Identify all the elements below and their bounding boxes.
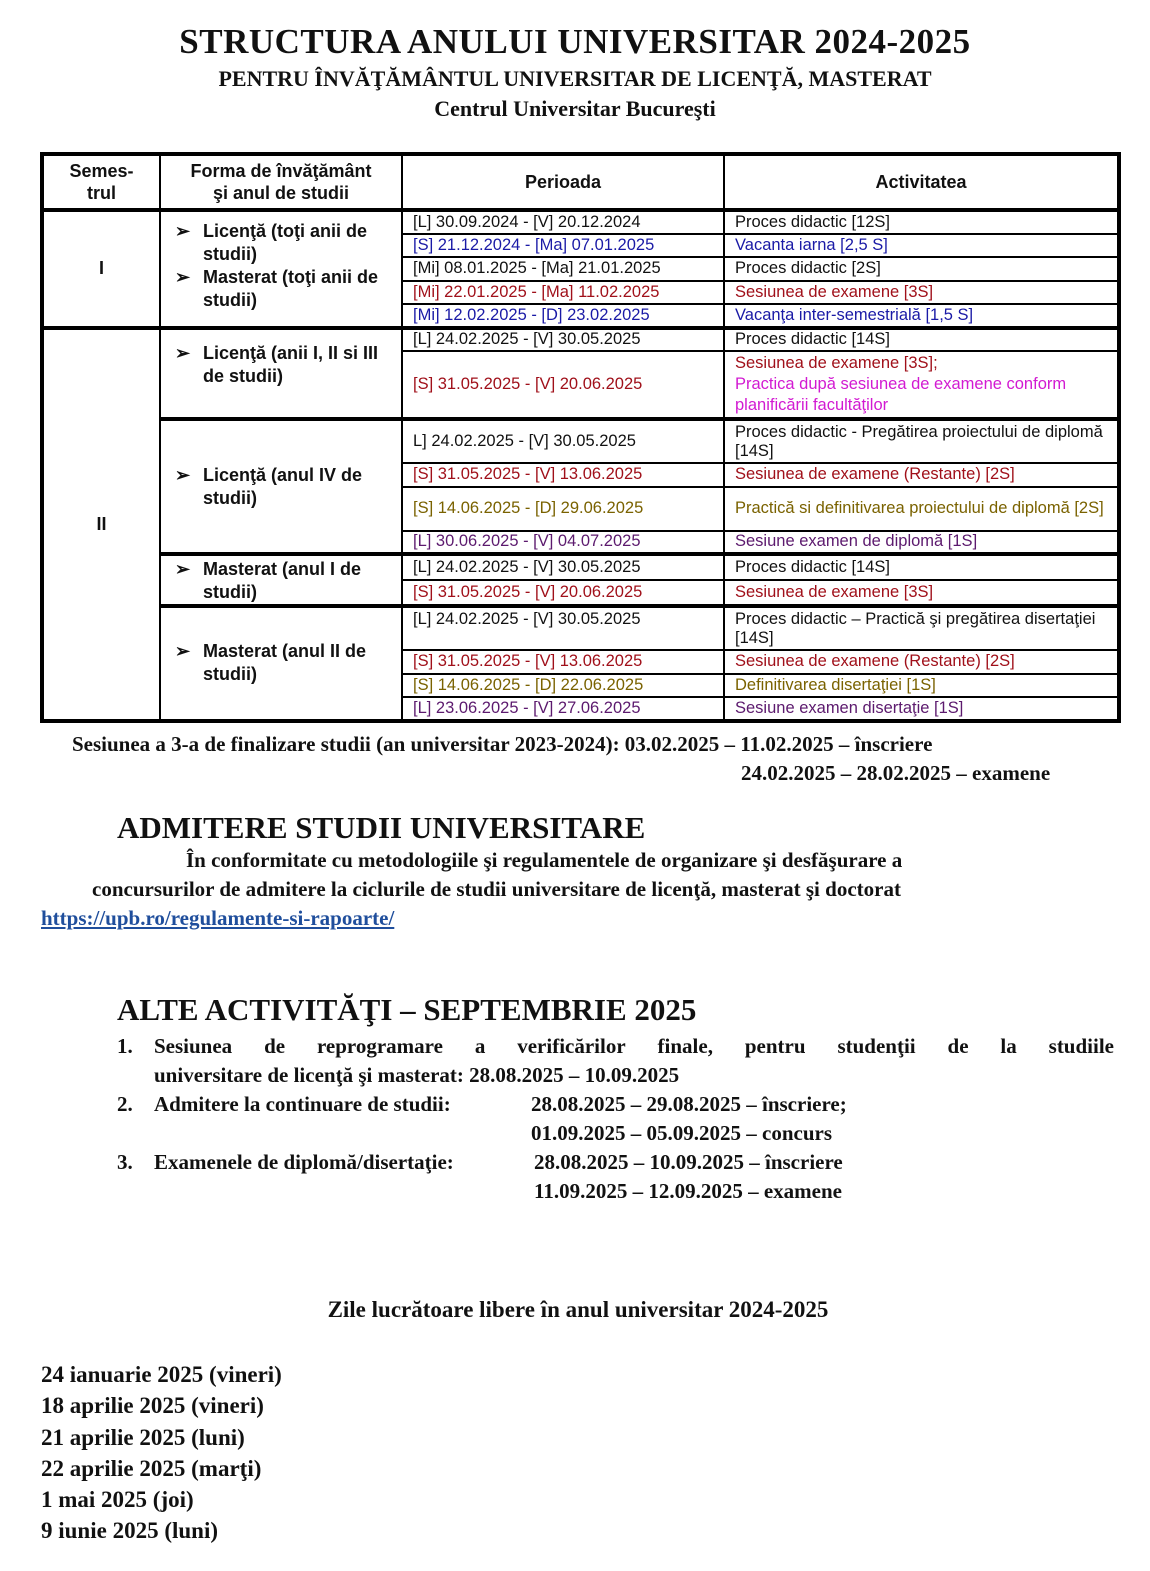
form-cell-masterat-1: ➢ Masterat (anul I de studii)	[160, 554, 402, 606]
activity-cell: Vacanţa inter-semestrială [1,5 S]	[724, 304, 1119, 328]
activity-cell: Proces didactic – Practică şi pregătirea disertaţiei [14S]	[724, 606, 1119, 650]
table-row	[42, 210, 1119, 234]
header-activitatea: Activitatea	[724, 154, 1119, 210]
header-perioada: Perioada	[402, 154, 724, 210]
period-cell: [S] 31.05.2025 - [V] 13.06.2025	[402, 463, 724, 487]
form-cell-masterat-2: ➢ Masterat (anul II de studii)	[160, 606, 402, 721]
schedule-table	[40, 152, 1121, 723]
period-cell: [S] 31.05.2025 - [V] 20.06.2025	[402, 580, 724, 606]
arrow-bullet-icon: ➢	[175, 267, 191, 287]
list-item: 2. Admitere la continuare de studii: 28.08.2025 – 29.08.2025 – înscriere; 01.09.2025 – 05.09.2025 – concurs	[117, 1092, 847, 1145]
period-cell: L] 24.02.2025 - [V] 30.05.2025	[402, 419, 724, 463]
list-item: 24 ianuarie 2025 (vineri)	[41, 1362, 282, 1387]
table-row	[42, 419, 1119, 463]
table-row	[42, 554, 1119, 580]
item1-line1: Sesiunea de reprogramare a verificărilor finale, pentru studenţii de la studiile	[154, 1034, 1114, 1058]
activity-cell: Sesiunea de examene (Restante) [2S]	[724, 650, 1119, 674]
admitere-text-line2: concursurilor de admitere la ciclurile de studii universitare de licenţă, masterat şi doctorat	[92, 877, 901, 901]
table-row	[42, 606, 1119, 650]
activity-cell: Proces didactic [2S]	[724, 257, 1119, 281]
semester-i-cell: I	[42, 210, 160, 328]
form-cell-licenta-123: ➢ Licenţă (anii I, II si III de studii)	[160, 328, 402, 420]
activity-cell: Practică si definitivarea proiectului de diplomă [2S]	[724, 487, 1119, 531]
zile-libere-heading: Zile lucrătoare libere în anul universitar 2024-2025	[327, 1297, 829, 1322]
activity-cell: Proces didactic [14S]	[724, 328, 1119, 352]
header-semestrul: Semes- trul	[42, 154, 160, 210]
activity-cell: Proces didactic [12S]	[724, 210, 1119, 234]
list-item: 9 iunie 2025 (luni)	[41, 1518, 219, 1544]
list-item: 21 aprilie 2025 (luni)	[41, 1424, 245, 1450]
list-item: 22 aprilie 2025 (marţi)	[41, 1455, 262, 1481]
activity-cell: Sesiune examen de diplomă [1S]	[724, 531, 1119, 555]
university-center: Centrul Universitar Bucureşti	[434, 96, 716, 121]
list-item: 18 aprilie 2025 (vineri)	[41, 1393, 264, 1419]
list-item: 1. Sesiunea de reprogramare a verificărilor finale, pentru studenţii de la studiile universitare de licenţă şi masterat: 28.08.2025 – 10.09.2025	[117, 1032, 1114, 1090]
header-forma: Forma de învăţământ şi anul de studii	[160, 154, 402, 210]
period-cell: [S] 21.12.2024 - [Ma] 07.01.2025	[402, 234, 724, 258]
period-cell: [L] 23.06.2025 - [V] 27.06.2025	[402, 697, 724, 721]
page-title: STRUCTURA ANULUI UNIVERSITAR 2024-2025	[179, 22, 971, 61]
table-row	[42, 328, 1119, 352]
admitere-heading: ADMITERE STUDII UNIVERSITARE	[117, 810, 646, 845]
period-cell: [Mi] 12.02.2025 - [D] 23.02.2025	[402, 304, 724, 328]
arrow-bullet-icon: ➢	[175, 641, 191, 662]
period-cell: [S] 31.05.2025 - [V] 13.06.2025	[402, 650, 724, 674]
activity-cell: Proces didactic [14S]	[724, 554, 1119, 580]
arrow-bullet-icon: ➢	[175, 342, 191, 363]
activity-cell: Sesiunea de examene [3S]	[724, 580, 1119, 606]
period-cell: [L] 30.09.2024 - [V] 20.12.2024	[402, 210, 724, 234]
form-cell-sem1: ➢ Licenţă (toţi anii de studii) ➢ Masterat (toţi anii de studii)	[160, 210, 402, 328]
page-subtitle: PENTRU ÎNVĂŢĂMÂNTUL UNIVERSITAR DE LICENŢĂ, MASTERAT	[218, 66, 932, 91]
regulamente-link[interactable]: https://upb.ro/regulamente-si-rapoarte/	[41, 906, 395, 930]
sesiunea-3-line1: Sesiunea a 3-a de finalizare studii (an universitar 2023-2024): 03.02.2025 – 11.02.2025 – înscriere	[72, 732, 933, 756]
form-cell-licenta-4: ➢ Licenţă (anul IV de studii)	[160, 419, 402, 554]
item1-line2: universitare de licenţă şi masterat: 28.08.2025 – 10.09.2025	[154, 1063, 680, 1087]
arrow-bullet-icon: ➢	[175, 559, 191, 579]
activity-cell: Sesiunea de examene [3S]; Practica după sesiunea de examene conform planificării facultăţilor	[724, 351, 1119, 419]
period-cell: [Mi] 08.01.2025 - [Ma] 21.01.2025	[402, 257, 724, 281]
period-cell: [L] 24.02.2025 - [V] 30.05.2025	[402, 554, 724, 580]
alte-activitati-list	[117, 1032, 1114, 1206]
arrow-bullet-icon: ➢	[175, 221, 191, 241]
table-header-row	[42, 154, 1119, 210]
admitere-text-line1: În conformitate cu metodologiile şi regulamentele de organizare şi desfăşurare a	[186, 848, 903, 872]
activity-cell: Proces didactic - Pregătirea proiectului de diplomă [14S]	[724, 419, 1119, 463]
alte-activitati-heading: ALTE ACTIVITĂŢI – SEPTEMBRIE 2025	[117, 992, 697, 1027]
period-cell: [S] 14.06.2025 - [D] 29.06.2025	[402, 487, 724, 531]
activity-cell: Definitivarea disertaţiei [1S]	[724, 674, 1119, 698]
period-cell: [Mi] 22.01.2025 - [Ma] 11.02.2025	[402, 281, 724, 305]
zile-libere-list	[41, 1359, 282, 1547]
activity-cell: Sesiunea de examene (Restante) [2S]	[724, 463, 1119, 487]
activity-cell: Sesiunea de examene [3S]	[724, 281, 1119, 305]
list-item: 1 mai 2025 (joi)	[41, 1487, 194, 1513]
period-cell: [L] 24.02.2025 - [V] 30.05.2025	[402, 328, 724, 352]
period-cell: [L] 30.06.2025 - [V] 04.07.2025	[402, 531, 724, 555]
semester-ii-cell: II	[42, 328, 160, 721]
arrow-bullet-icon: ➢	[175, 464, 191, 485]
activity-cell: Sesiune examen disertaţie [1S]	[724, 697, 1119, 721]
period-cell: [S] 14.06.2025 - [D] 22.06.2025	[402, 674, 724, 698]
period-cell: [L] 24.02.2025 - [V] 30.05.2025	[402, 606, 724, 650]
period-cell: [S] 31.05.2025 - [V] 20.06.2025	[402, 351, 724, 419]
sesiunea-3-line2: 24.02.2025 – 28.02.2025 – examene	[741, 761, 1051, 785]
list-item: 3. Examenele de diplomă/disertaţie: 28.08.2025 – 10.09.2025 – înscriere 11.09.2025 – 12.09.2025 – examene	[117, 1150, 843, 1203]
activity-cell: Vacanta iarna [2,5 S]	[724, 234, 1119, 258]
